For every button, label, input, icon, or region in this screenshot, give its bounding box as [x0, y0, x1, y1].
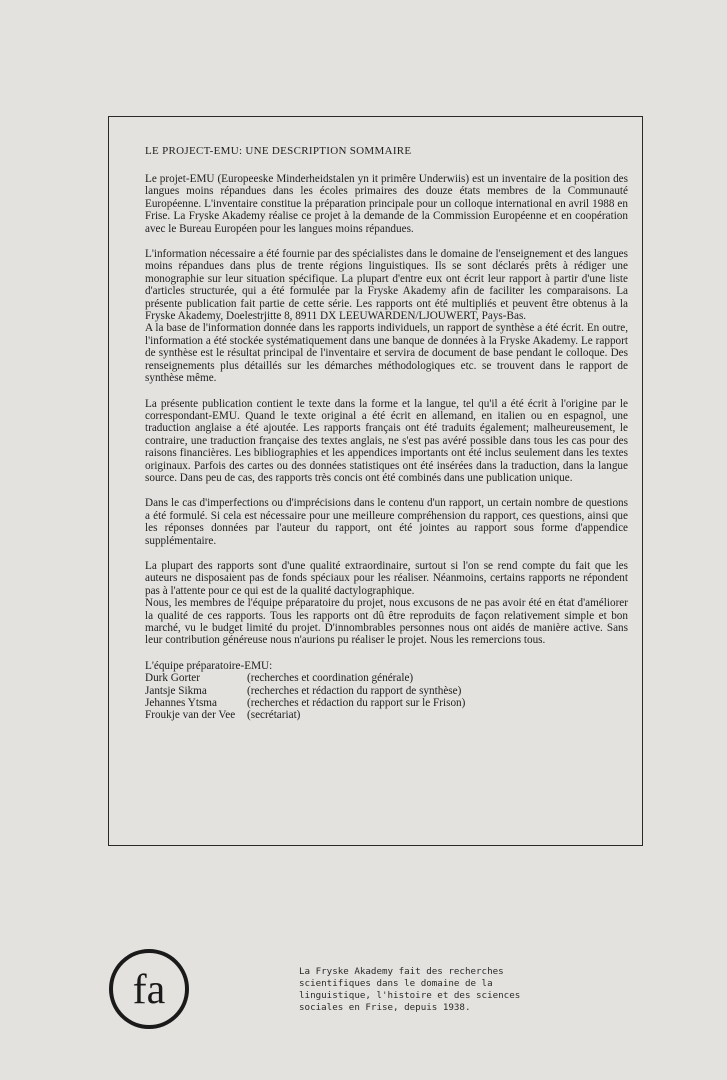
team-member-row — [145, 672, 628, 684]
publisher-line: sociales en Frise, depuis 1938. — [299, 1002, 471, 1013]
publisher-line: scientifiques dans le domaine de la — [299, 978, 493, 989]
team-member-name: Jantsje Sikma — [145, 684, 207, 697]
team-list — [145, 660, 628, 722]
description-frame — [108, 116, 643, 846]
paragraph-synthesis: A la base de l'information donnée dans les rapports individuels, un rapport de synthèse a été écrit. En outre, l'information a été stockée systématiquement dans une banque de données à la Fryske Akademy. Le rapport de synthèse est le résultat principal de l'inventaire et servira de document de base pendant le colloque. Des renseignements plus détaillés sur les démarches méthodologiques etc. se trouvent dans le rapport de synthèse même. — [145, 322, 628, 385]
team-member-role: (recherches et rédaction du rapport de synthèse) — [247, 684, 462, 697]
paragraph-quality: La plupart des rapports sont d'une qualité extraordinaire, surtout si l'on se rend compte du fait que les auteurs ne disposaient pas de fonds spéciaux pour les réaliser. Néanmoins, certains rapports ne répondent pas à l'attente pour ce qui est de la qualité dactylographique. — [145, 559, 628, 597]
team-member-role: (secrétariat) — [247, 709, 301, 722]
team-member-name: Froukje van der Vee — [145, 709, 236, 722]
paragraph-imperfections: Dans le cas d'imperfections ou d'imprécisions dans le contenu d'un rapport, un certain nombre de questions a été formulé. Si cela est nécessaire pour une meilleure compréhension du rapport, ces questions, ainsi que les réponses données par l'auteur du rapport, ont été jointes au rapport sous forme d'appendice supplémentaire. — [145, 497, 628, 547]
publisher-footer — [108, 948, 628, 1038]
document-title: LE PROJECT-EMU: UNE DESCRIPTION SOMMAIRE — [145, 145, 412, 157]
paragraph-publication: La présente publication contient le texte dans la forme et la langue, tel qu'il a été écrit à l'origine par le correspondant-EMU. Quand le texte original a été écrit en allemand, en italien ou en espagnol, une traduction anglaise a été ajoutée. Les rapports français ont été traduits également; malheureusement, le contraire, une traduction française des textes anglais, ne s'est pas avéré possible dans tous les cas pour des raisons financières. Les bibliographies et les appendices importants ont été inclus seulement dans les textes originaux. Parfois des cartes ou des données statistiques ont été insérées dans la traduction, dans la langue source. Dans peu de cas, des rapports très concis ont été combinés dans une publication unique. — [145, 397, 628, 484]
team-member-name: Jehannes Ytsma — [145, 697, 217, 710]
team-member-row — [145, 709, 628, 721]
publisher-line: linguistique, l'histoire et des sciences — [299, 990, 521, 1001]
svg-text:fa: fa — [132, 967, 166, 1013]
team-member-row — [145, 685, 628, 697]
fryske-akademy-logo — [108, 948, 190, 1030]
publisher-description — [299, 966, 559, 1014]
team-heading: L'équipe préparatoire-EMU: — [145, 659, 273, 672]
team-member-name: Durk Gorter — [145, 672, 200, 685]
publisher-line: La Fryske Akademy fait des recherches — [299, 966, 504, 977]
team-member-role: (recherches et coordination générale) — [247, 672, 414, 685]
team-member-role: (recherches et rédaction du rapport sur le Frison) — [247, 697, 466, 710]
paragraph-intro: Le projet-EMU (Europeeske Minderheidstalen yn it primêre Underwiis) est un inventaire de la position des langues moins répandues dans les écoles primaires des douze états membres de la Communauté Européenne. L'inventaire constitue la préparation principale pour un colloque international en avril 1988 en Frise. La Fryske Akademy réalise ce projet à la demande de la Commission Européenne et en coopération avec le Bureau Européen pour les langues moins répandues. — [145, 173, 628, 235]
paragraph-information: L'information nécessaire a été fournie par des spécialistes dans le domaine de l'enseignement et des langues moins répandues dans plus de trente régions linguistiques. Ils se sont déclarés prêts à rédiger une monographie sur leur situation spécifique. La plupart d'entre eux ont écrit leur rapport à partir d'une liste d'articles structurée, qui a été formulée par la Fryske Akademy afin de faciliter les comparaisons. La présente publication fait partie de cette série. Les rapports ont été multipliés et peuvent être obtenus à la Fryske Akademy, Doelestrjitte 8, 8911 DX LEEUWARDEN/LJOUWERT, Pays-Bas. — [145, 248, 628, 323]
paragraph-thanks: Nous, les membres de l'équipe préparatoire du projet, nous excusons de ne pas avoir été en état d'améliorer la qualité de ces rapports. Tous les rapports ont dû être reproduits de façon relativement simple et bon marché, vu le budget limité du projet. D'innombrables personnes nous ont aidés de manière active. Sans leur contribution généreuse nous n'aurions pu réaliser le projet. Nous les remercions tous. — [145, 597, 628, 647]
team-member-row — [145, 697, 628, 709]
